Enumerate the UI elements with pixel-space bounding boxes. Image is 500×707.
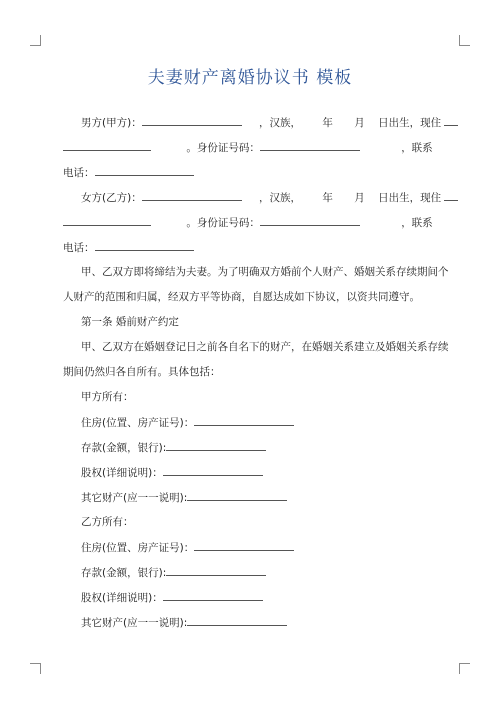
party-a-other-row (81, 489, 442, 505)
husband-month-label: 月 (354, 117, 365, 129)
wife-name-blank[interactable] (142, 189, 242, 201)
party-b-other-label: 其它财产(应一一说明): (81, 617, 188, 629)
party-a-housing-blank[interactable] (194, 414, 294, 426)
wife-phone-label: 电话： (63, 242, 95, 254)
article-1-line-2: 期间仍然归各自所有。具体包括： (63, 366, 221, 378)
husband-address-blank-2[interactable] (63, 139, 151, 151)
party-b-housing-row (81, 539, 442, 555)
intro-line-1: 甲、乙双方即将缔结为夫妻。为了明确双方婚前个人财产、婚姻关系存续期间个 (81, 266, 449, 278)
party-b-housing-label: 住房(位置、房产证号)： (81, 542, 195, 554)
party-b-heading: 乙方所有： (81, 516, 134, 528)
wife-ethnicity: ，汉族， (259, 192, 302, 204)
wife-info-line-2 (63, 214, 442, 230)
party-b-housing-blank[interactable] (194, 539, 294, 551)
party-b-savings-label: 存款(金额，银行): (81, 567, 167, 579)
wife-month-label: 月 (354, 192, 365, 204)
party-b-equity-row (81, 589, 442, 605)
party-a-housing-label: 住房(位置、房产证号)： (81, 417, 195, 429)
crop-mark-bottom-right (459, 663, 470, 674)
wife-address-blank-2[interactable] (63, 214, 151, 226)
crop-mark-top-left (30, 35, 41, 46)
husband-label: 男方(甲方)： (81, 117, 142, 129)
party-a-equity-blank[interactable] (163, 464, 263, 476)
wife-info-line-1 (81, 189, 442, 205)
party-a-equity-row (81, 464, 442, 480)
husband-info-line-2 (63, 139, 442, 155)
husband-name-blank[interactable] (142, 114, 242, 126)
party-a-other-blank[interactable] (187, 489, 287, 501)
party-a-savings-row (81, 439, 442, 455)
wife-phone-blank[interactable] (95, 239, 194, 251)
wife-contact-label: ，联系 (401, 217, 433, 229)
wife-info-line-3 (63, 239, 442, 255)
party-b-equity-blank[interactable] (163, 589, 263, 601)
party-b-savings-row (81, 564, 442, 580)
husband-info-line-1 (81, 114, 442, 130)
crop-mark-bottom-left (30, 663, 41, 674)
husband-id-blank[interactable] (260, 139, 360, 151)
wife-label: 女方(乙方)： (81, 192, 142, 204)
husband-phone-blank[interactable] (95, 164, 194, 176)
party-a-housing-row (81, 414, 442, 430)
husband-id-label: 。身份证号码： (186, 142, 260, 154)
husband-ethnicity: ，汉族， (259, 117, 302, 129)
husband-contact-label: ，联系 (401, 142, 433, 154)
wife-id-blank[interactable] (260, 214, 360, 226)
husband-info-line-3 (63, 164, 442, 180)
party-b-other-blank[interactable] (187, 614, 287, 626)
crop-mark-top-right (459, 35, 470, 46)
party-b-savings-blank[interactable] (166, 564, 266, 576)
article-1-heading: 第一条 婚前财产约定 (81, 316, 179, 328)
husband-address-blank-1[interactable] (444, 114, 458, 126)
party-b-other-row (81, 614, 442, 630)
document-title: 夫妻财产离婚协议书 模板 (147, 68, 353, 88)
party-a-other-label: 其它财产(应一一说明): (81, 492, 188, 504)
wife-born-label: 日出生，现住 (378, 192, 442, 204)
party-a-savings-label: 存款(金额，银行): (81, 442, 167, 454)
party-a-savings-blank[interactable] (166, 439, 266, 451)
party-a-heading: 甲方所有： (81, 391, 134, 403)
wife-id-label: 。身份证号码： (186, 217, 260, 229)
party-b-equity-label: 股权(详细说明)： (81, 592, 163, 604)
husband-phone-label: 电话： (63, 167, 95, 179)
wife-year-label: 年 (322, 192, 333, 204)
article-1-line-1: 甲、乙双方在婚姻登记日之前各自名下的财产，在婚姻关系建立及婚姻关系存续 (81, 341, 449, 353)
intro-line-2: 人财产的范围和归属，经双方平等协商，自愿达成如下协议，以资共同遵守。 (63, 291, 420, 303)
husband-born-label: 日出生，现住 (378, 117, 442, 129)
wife-address-blank-1[interactable] (444, 189, 458, 201)
husband-year-label: 年 (322, 117, 333, 129)
party-a-equity-label: 股权(详细说明)： (81, 467, 163, 479)
